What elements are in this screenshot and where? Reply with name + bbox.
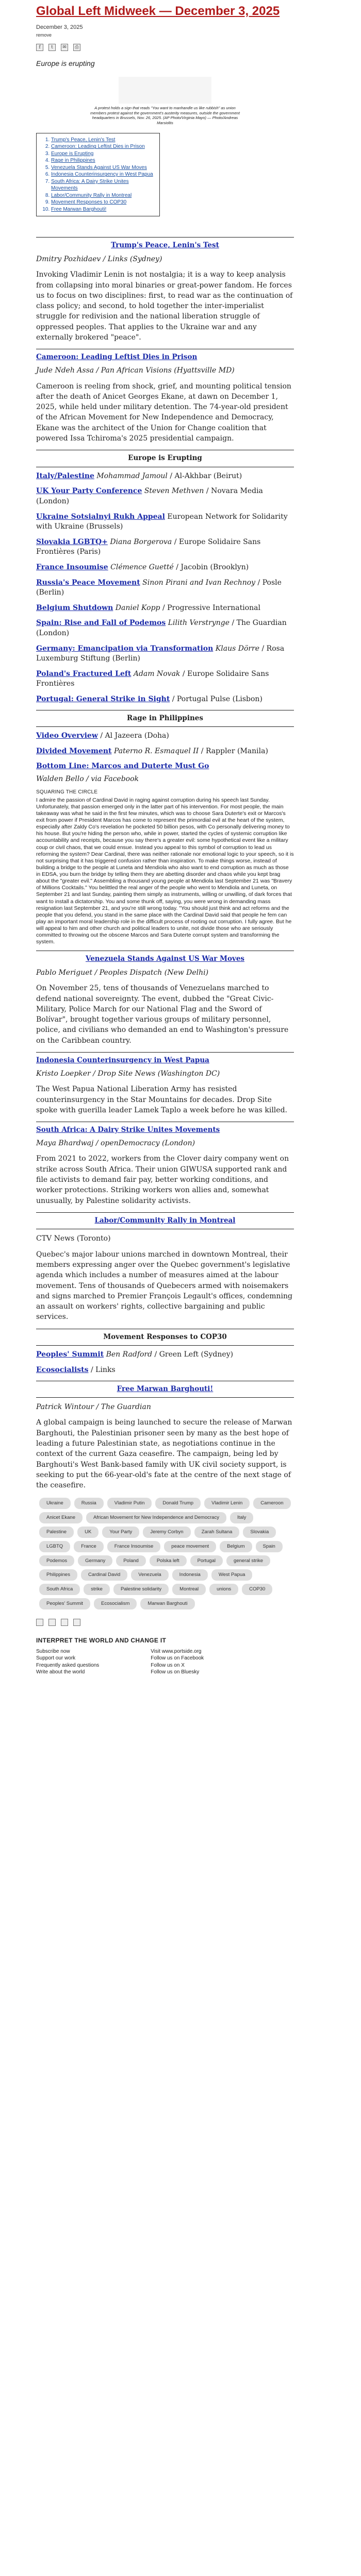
tag-pill[interactable]: Cardinal David	[81, 1569, 127, 1581]
tag-pill[interactable]: West Papua	[211, 1569, 253, 1581]
footer-link[interactable]: Subscribe now	[36, 1648, 70, 1654]
item-link[interactable]: Slovakia LGBTQ+	[36, 537, 108, 546]
list-item	[36, 471, 294, 482]
print-icon[interactable]: ⎙	[73, 44, 80, 51]
section-heading	[36, 1216, 294, 1226]
section-divider	[36, 1212, 294, 1213]
section-heading-link[interactable]: Trump's Peace, Lenin's Test	[111, 241, 219, 250]
tag-pill[interactable]: Italy	[230, 1512, 253, 1523]
footer-title: INTERPRET THE WORLD AND CHANGE IT	[36, 1636, 167, 1644]
footer-columns	[36, 1648, 294, 1676]
section-heading	[36, 1125, 294, 1135]
item-author: Daniel Kopp	[115, 603, 160, 612]
list-item	[36, 537, 294, 557]
print-icon[interactable]	[73, 1619, 80, 1626]
item-link[interactable]: Belgium Shutdown	[36, 603, 113, 612]
tag-pill[interactable]: Belgium	[220, 1541, 252, 1552]
item-author: Diana Borgerova	[110, 537, 172, 546]
footer-column-right	[151, 1648, 204, 1676]
section-heading: Europe is Erupting	[128, 454, 202, 463]
list-item	[36, 486, 294, 506]
item-publication: / Rappler (Manila)	[199, 747, 268, 755]
item-publication: / Green Left (Sydney)	[152, 1350, 234, 1359]
toc-item[interactable]: 7. South Africa: A Dairy Strike Unites Movements	[51, 178, 155, 192]
tag-pill[interactable]: peace movement	[164, 1541, 216, 1552]
section-heading: Rage in Philippines	[126, 714, 203, 722]
item-link[interactable]: Italy/Palestine	[36, 471, 94, 480]
share-bar	[36, 44, 294, 51]
list-item	[36, 563, 294, 573]
item-link[interactable]: Ukraine Sotsialnyi Rukh Appeal	[36, 512, 165, 521]
excerpt-text: I admire the passion of Cardinal David in raging against corruption during his speech last Sunday. Unfortunately, that passion emerged only in the latter part of his intervention. For most people, the main takeaway was what he said in the first few minutes, which was to choose Sara Duterte's exit or Marcos's exit from power if President Marcos has come to represent the primordial evil at the heart of the system, especially after Zaldy Co's revelation he pocketed 50 billion pesos, with Co personally delivering money to his house. But you're hiding the person who, while in power, started the cycles of systemic corruption like accountability and receipts, because you say there's a greater evil: some hypothetical event like a military coup or civil chaos, that we could ensue. Instead you appeal to this symbol of corruption to lead us reforming the system? Dear Cardinal, there was neither rationale nor emotional logic to your speech, so it is not surprising that it has triggered confusion rather than inspiration. To make things worse, instead of building a bridge to the people at Luneta and Mendiola who also want to end corruption as much as those in EDSA, you burn the bridge by telling them they are abetting disorder and chaos while you kept brag about the "greater evil." Assembling a thousand young people at Mendiola last September 21 was "Bravery of Millions Cocktails." You belittled the real anger of the people who went to Mendiola and Luneta, on September 21 and last Sunday, painting them simply as instruments, willing or unwilling, of dark forces that want to install a dictatorship. You and some thunk off, saying, you were wrong in demanding mass resignation last September 21, and you're still wrong today. "You should just think and act reforms and the people that you defend, you stand in the same place with the Cardinal David said that people he fem can play an important moral leadership role in the difficult process of rooting out corruption. I fully agree. But he will appeal to him and other church and political leaders to unite, not divide those who are seriously committed to throwing out the obscene Marcos and Sara Duterte corrupt system and transforming the system.	[36, 796, 294, 945]
list-item	[36, 603, 294, 614]
section-heading	[36, 954, 294, 964]
email-icon[interactable]	[61, 1619, 68, 1626]
tag-pill[interactable]: unions	[209, 1584, 238, 1595]
excerpt-heading: SQUARING THE CIRCLE	[36, 789, 98, 795]
footer-link[interactable]: Support our work	[36, 1655, 76, 1662]
section-paragraph: Quebec's major labour unions marched in downtown Montreal, their members expressing anger over the Quebec government's legislative agenda which includes a number of measures aimed at the labour movement. Tens of thousands of Quebecers armed with noisemakers and signs marched to Premier François Legault's offices, condemning an assault on workers' rights, collective bargaining and public services.	[36, 1250, 292, 1321]
tag-pill[interactable]: Anicet Ekane	[39, 1512, 83, 1523]
item-link[interactable]: Portugal: General Strike in Sight	[36, 694, 170, 703]
section-divider	[36, 237, 294, 238]
item-link[interactable]: France Insoumise	[36, 563, 108, 571]
item-author: Clémence Guetté	[110, 563, 174, 571]
europe-link-list	[36, 471, 294, 705]
twitter-icon[interactable]	[48, 1619, 56, 1626]
list-item	[36, 618, 294, 638]
section-heading-link[interactable]: Labor/Community Rally in Montreal	[94, 1216, 236, 1225]
list-item	[36, 1350, 294, 1360]
item-author: Mohammad Jamoul	[96, 471, 168, 480]
tag-pill[interactable]: Zarah Sultana	[194, 1527, 240, 1538]
footer-share-bar	[36, 1619, 294, 1626]
section-venezuela	[36, 951, 294, 1046]
section-heading-link[interactable]: Indonesia Counterinsurgency in West Papua	[36, 1056, 209, 1065]
item-link[interactable]: UK Your Party Conference	[36, 487, 142, 496]
section-divider	[36, 1345, 294, 1346]
toc-item[interactable]: 1. Trump's Peace, Lenin's Test	[51, 137, 155, 144]
section-indonesia	[36, 1052, 294, 1115]
tag-pill[interactable]: Peoples' Summit	[39, 1598, 90, 1609]
list-item	[36, 761, 294, 772]
toc-item[interactable]: 6. Indonesia Counterinsurgency in West Papua	[51, 171, 155, 178]
tag-pill[interactable]: Spain	[256, 1541, 283, 1552]
tag-pill[interactable]: African Movement for New Independence and Democracy	[86, 1512, 226, 1523]
footer-link[interactable]: Follow us on X	[151, 1662, 185, 1668]
section-paragraph: From 2021 to 2022, workers from the Clover dairy company went on strike across South Africa. Their union GIWUSA supported rank and file activists to demand fair pay, better working conditions, and worker protections. Striking workers won allies and, somewhat unusually, by Palestine solidarity activists.	[36, 1155, 289, 1205]
list-item	[36, 1365, 294, 1376]
footer-link[interactable]: Follow us on Facebook	[151, 1655, 204, 1662]
toc-item[interactable]: 3. Europe is Erupting	[51, 150, 155, 158]
section-heading	[36, 1056, 294, 1065]
footer-link[interactable]: Frequently asked questions	[36, 1662, 100, 1668]
item-publication: / Portugal Pulse (Lisbon)	[170, 694, 262, 703]
lead-photo	[119, 77, 211, 104]
tag-pill[interactable]: Palestine	[39, 1527, 74, 1538]
list-item	[36, 669, 294, 689]
tag-cloud	[36, 1498, 294, 1609]
section-byline: Maya Bhardwaj / openDemocracy (London)	[36, 1139, 195, 1148]
facebook-post-excerpt	[36, 789, 294, 945]
section-divider	[36, 726, 294, 727]
tag-pill[interactable]: COP30	[242, 1584, 272, 1595]
section-montreal	[36, 1212, 294, 1323]
tag-pill[interactable]: Jeremy Corbyn	[143, 1527, 190, 1538]
toc-item[interactable]: 8. Labor/Community Rally in Montreal	[51, 192, 155, 199]
section-byline: Patrick Wintour / The Guardian	[36, 1403, 151, 1412]
tag-pill[interactable]: Germany	[78, 1555, 112, 1567]
tag-pill[interactable]: Philippines	[39, 1569, 77, 1581]
table-of-contents	[36, 133, 160, 217]
tag-pill[interactable]: Venezuela	[131, 1569, 168, 1581]
issue-tagline: Europe is erupting	[36, 59, 95, 67]
section-south-africa	[36, 1122, 294, 1206]
item-link[interactable]: Poland's Fractured Left	[36, 669, 132, 678]
item-author: Klaus Dörre	[215, 644, 260, 653]
tag-pill[interactable]: Marwan Barghouti	[140, 1598, 194, 1609]
twitter-icon[interactable]: t	[48, 44, 56, 51]
tag-pill[interactable]: general strike	[226, 1555, 270, 1567]
section-paragraph: The West Papua National Liberation Army has resisted counterinsurgency in the Star Mountains for decades. Drop Site spoke with guerilla leader Lamek Taplo a week before he was killed.	[36, 1085, 287, 1114]
tag-pill[interactable]: Ukraine	[39, 1498, 71, 1509]
section-cop30	[36, 1329, 294, 1376]
issue-date: December 3, 2025	[36, 24, 83, 30]
tag-pill[interactable]: South Africa	[39, 1584, 80, 1595]
newsletter-title[interactable]: Global Left Midweek — December 3, 2025	[36, 4, 280, 18]
footer-column-left	[36, 1648, 99, 1676]
item-author: Sinon Pirani and Ivan Rechnoy	[142, 578, 256, 587]
section-trump-peace	[36, 237, 294, 343]
tag-pill[interactable]: Vladimir Lenin	[204, 1498, 250, 1509]
section-heading	[36, 1384, 294, 1395]
facebook-icon[interactable]	[36, 1619, 43, 1626]
item-publication: / The Guardian (London)	[36, 619, 287, 637]
list-item	[36, 731, 294, 741]
item-link[interactable]: Russia's Peace Movement	[36, 578, 140, 587]
tag-pill[interactable]: Palestine solidarity	[113, 1584, 169, 1595]
item-link[interactable]: Divided Movement	[36, 747, 112, 755]
section-barghouti	[36, 1381, 294, 1491]
tag-pill[interactable]: Polska left	[150, 1555, 187, 1567]
tag-pill[interactable]: Slovakia	[243, 1527, 276, 1538]
section-heading	[36, 352, 294, 362]
list-item	[36, 644, 294, 664]
footer-link[interactable]: Follow us on Bluesky	[151, 1669, 200, 1675]
item-author: Adam Novak	[133, 669, 180, 678]
item-publication: / Novara Media (London)	[36, 487, 263, 506]
item-link[interactable]: Germany: Emancipation via Transformation	[36, 644, 214, 653]
list-item	[36, 512, 294, 532]
section-byline: CTV News (Toronto)	[36, 1234, 111, 1243]
section-byline: Kristo Loepker / Drop Site News (Washington DC)	[36, 1069, 220, 1078]
section-divider	[36, 1397, 294, 1398]
item-publication: / Progressive International	[160, 603, 260, 612]
item-author: Paterno R. Esmaquel II	[113, 747, 199, 755]
section-paragraph: On November 25, tens of thousands of Venezuelans marched to defend national sovereignty. The event, dubbed the "Great Civic-Military, Police March for our National Flag and the Sword of Bolívar", brought together various groups of military personnel, police, and civilians who demanded an end to Washington's pressure on the Caribbean country.	[36, 984, 289, 1045]
item-publication: / Rosa Luxemburg Stiftung (Berlin)	[36, 644, 285, 663]
tag-pill[interactable]: Montreal	[172, 1584, 206, 1595]
toc-list	[51, 137, 155, 213]
section-heading	[36, 241, 294, 251]
toc-item[interactable]: 2. Cameroon: Leading Leftist Dies in Prison	[51, 143, 155, 150]
list-item	[36, 694, 294, 705]
tag-pill[interactable]: UK	[77, 1527, 99, 1538]
item-publication: European Network for Solidarity with Ukraine (Brussels)	[36, 512, 288, 531]
item-publication: / Jacobin (Brooklyn)	[173, 563, 249, 571]
item-publication: / Europe Solidaire Sans Frontières	[36, 669, 269, 688]
item-author: Ben Radford	[106, 1350, 153, 1359]
lead-photo-caption: A protest holds a sign that reads "You want to manhandle us like rubbish" as union members protest against the government's austerity measures, outside the government headquarters in Brussels, Nov. 26, 2025. (AP Photo/Virginia Mayo) — Photo/Andreas Marsioltis	[90, 105, 240, 126]
tag-pill[interactable]: LGBTQ	[39, 1541, 70, 1552]
lead-figure	[88, 77, 242, 126]
section-byline: Pablo Meriguet / Peoples Dispatch (New Delhi)	[36, 968, 209, 977]
footer-link[interactable]: Write about the world	[36, 1669, 85, 1675]
item-link[interactable]: Peoples' Summit	[36, 1350, 104, 1359]
tag-pill[interactable]: France	[74, 1541, 104, 1552]
item-link[interactable]: Spain: Rise and Fall of Podemos	[36, 619, 166, 628]
section-paragraph: Cameroon is reeling from shock, grief, and mounting political tension after the death of Anicet Georges Ekane, at dawn on December 1, 2025, while held under military detention. The 74-year-old president of the African Movement for New Independence and Democracy, Ekane was the architect of the Union for Change coalition that powered Issa Tchiroma's 2025 presidential campaign.	[36, 382, 291, 443]
header-small-text: remove	[36, 32, 52, 38]
section-heading-link[interactable]: South Africa: A Dairy Strike Unites Movements	[36, 1126, 220, 1134]
section-paragraph: Invoking Vladimir Lenin is not nostalgia; it is a way to keep analysis from collapsing into moral binaries or great-power fandom. He forces us to focus on two disciplines: first, to read war as the continuation of class policy; and second, to hold together the inter-imperialist struggle for redivision and the national liberation struggle of oppressed peoples. That applies to the Ukraine war and any externally brokered "peace".	[36, 270, 293, 342]
toc-item[interactable]: 10. Free Marwan Barghouti!	[51, 206, 155, 213]
section-heading-link[interactable]: Free Marwan Barghouti!	[117, 1384, 214, 1393]
list-item	[36, 578, 294, 598]
item-publication: / Al Jazeera (Doha)	[97, 732, 169, 740]
tag-pill[interactable]: Indonesia	[172, 1569, 208, 1581]
section-byline: Jude Ndeh Assa / Pan African Visions (Hyattsville MD)	[36, 366, 235, 375]
item-author: Lilith Verstrynge	[168, 619, 230, 628]
tag-pill[interactable]: Ecosocialism	[94, 1598, 137, 1609]
tag-pill[interactable]: Russia	[74, 1498, 104, 1509]
tag-pill[interactable]: Portugal	[190, 1555, 223, 1567]
tag-pill[interactable]: Donald Trump	[155, 1498, 201, 1509]
tag-pill[interactable]: Podemos	[39, 1555, 74, 1567]
newsletter-body	[36, 4, 294, 1676]
footer	[36, 1636, 294, 1676]
cop30-link-list	[36, 1350, 294, 1375]
item-publication: / Europe Solidaire Sans Frontières (Paris)	[36, 537, 261, 556]
toc-item[interactable]: 5. Venezuela Stands Against US War Moves	[51, 164, 155, 172]
tag-pill[interactable]: Cameroon	[253, 1498, 290, 1509]
list-item	[36, 747, 294, 757]
toc-item[interactable]: 9. Movement Responses to COP30	[51, 199, 155, 206]
toc-item[interactable]: 4. Rage in Philippines	[51, 157, 155, 164]
tag-pill[interactable]: Your Party	[102, 1527, 139, 1538]
item-link[interactable]: Video Overview	[36, 732, 98, 740]
item-publication: / Al-Akhbar (Beirut)	[167, 471, 242, 480]
tag-pill[interactable]: Poland	[116, 1555, 146, 1567]
tag-pill[interactable]: strike	[84, 1584, 110, 1595]
item-link[interactable]: Ecosocialists	[36, 1365, 89, 1374]
section-philippines	[36, 710, 294, 946]
section-divider	[36, 1052, 294, 1053]
tag-pill[interactable]: Vladimir Putin	[107, 1498, 152, 1509]
section-heading-link[interactable]: Venezuela Stands Against US War Moves	[85, 955, 245, 963]
item-publication: / Posle (Berlin)	[36, 578, 282, 597]
section-heading: Movement Responses to COP30	[103, 1332, 227, 1341]
item-link[interactable]: Bottom Line: Marcos and Duterte Must Go	[36, 762, 209, 771]
section-paragraph: A global campaign is being launched to secure the release of Marwan Barghouti, the Palestinian prisoner seen by many as the best hope of leading a future Palestinian state, as negotiations continue in the context of the current Gaza ceasefire. The campaign, being led by Barghouti's West Bank-based family with UK civil society support, is seeking to put the 66-year-old's fate at the centre of the next stage of the ceasefire.	[36, 1418, 292, 1490]
philippines-link-list	[36, 731, 294, 772]
section-byline: Dmitry Pozhidaev / Links (Sydney)	[36, 255, 162, 263]
email-icon[interactable]: ✉	[61, 44, 68, 51]
item-publication: / Links	[88, 1365, 116, 1374]
facebook-icon[interactable]: f	[36, 44, 43, 51]
item-author: Steven Methven	[144, 487, 204, 496]
section-heading-link[interactable]: Cameroon: Leading Leftist Dies in Prison	[36, 353, 198, 362]
footer-link[interactable]: Visit www.portside.org	[151, 1648, 202, 1654]
tag-pill[interactable]: France Insoumise	[107, 1541, 161, 1552]
section-europe	[36, 450, 294, 704]
section-cameroon	[36, 349, 294, 444]
section-byline: Walden Bello / via Facebook	[36, 774, 139, 783]
